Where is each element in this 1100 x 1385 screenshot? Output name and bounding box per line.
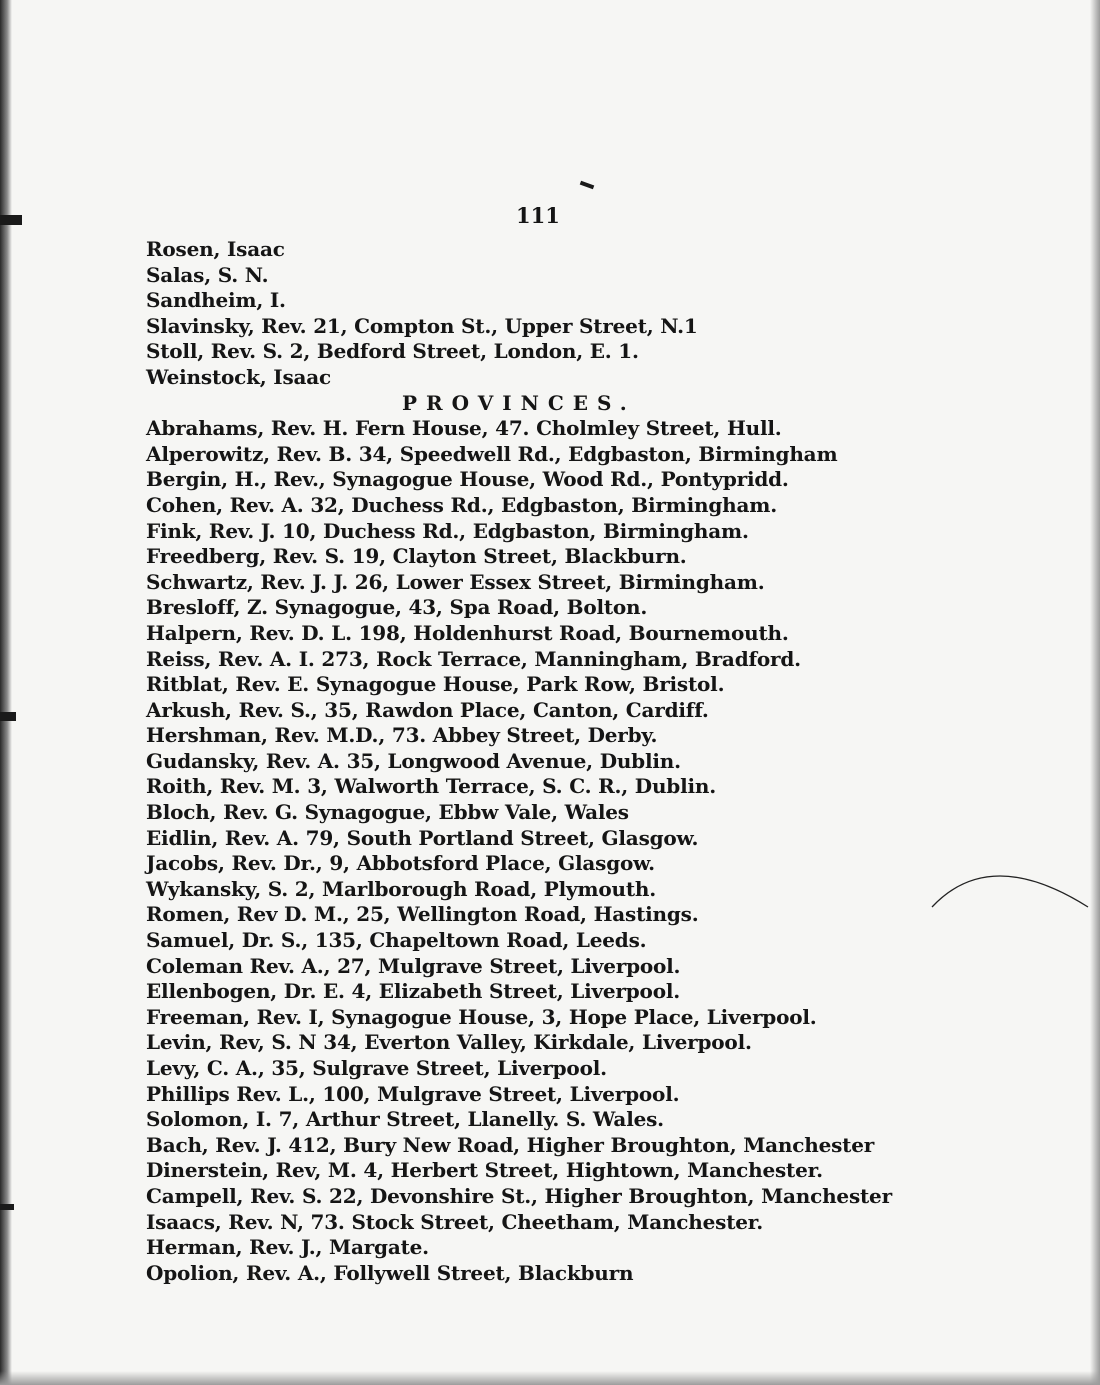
- list-item: Gudansky, Rev. A. 35, Longwood Avenue, Dublin.: [146, 748, 681, 773]
- list-item: Opolion, Rev. A., Follywell Street, Blackburn: [146, 1260, 634, 1285]
- scan-edge-left: [0, 0, 12, 1385]
- list-item: Levy, C. A., 35, Sulgrave Street, Liverpool.: [146, 1056, 607, 1080]
- list-item: Jacobs, Rev. Dr., 9, Abbotsford Place, Glasgow.: [146, 851, 655, 876]
- list-item: Bresloff, Z. Synagogue, 43, Spa Road, Bolton.: [146, 595, 648, 620]
- list-item: Samuel, Dr. S., 135, Chapeltown Road, Leeds.: [146, 928, 647, 953]
- list-item: Ellenbogen, Dr. E. 4, Elizabeth Street, Liverpool.: [146, 979, 680, 1004]
- list-item: Weinstock, Isaac: [146, 364, 332, 389]
- list-item: Romen, Rev D. M., 25, Wellington Road, Hastings.: [146, 902, 699, 927]
- list-item: Roith, Rev. M. 3, Walworth Terrace, S. C. R., Dublin.: [146, 774, 716, 799]
- list-item: Solomon, I. 7, Arthur Street, Llanelly. S. Wales.: [146, 1107, 664, 1132]
- scan-speck: [0, 215, 22, 225]
- list-item: Freedberg, Rev. S. 19, Clayton Street, Blackburn.: [146, 544, 687, 569]
- scan-speck: [0, 1204, 14, 1210]
- list-item: Dinerstein, Rev, M. 4, Herbert Street, Hightown, Manchester.: [146, 1158, 823, 1183]
- list-item: Coleman Rev. A., 27, Mulgrave Street, Liverpool.: [146, 953, 681, 978]
- list-item: Stoll, Rev. S. 2, Bedford Street, London, E. 1.: [146, 339, 639, 364]
- scan-speck: [0, 712, 16, 721]
- list-item: Levin, Rev, S. N 34, Everton Valley, Kirkdale, Liverpool.: [146, 1030, 752, 1055]
- page-number: 111: [516, 203, 560, 228]
- list-item: Phillips Rev. L., 100, Mulgrave Street, Liverpool.: [146, 1081, 680, 1106]
- list-item: Reiss, Rev. A. I. 273, Rock Terrace, Manningham, Bradford.: [146, 646, 801, 671]
- list-item: Eidlin, Rev. A. 79, South Portland Street, Glasgow.: [146, 825, 699, 850]
- list-item: Cohen, Rev. A. 32, Duchess Rd., Edgbaston, Birmingham.: [146, 492, 777, 517]
- section-heading-provinces: PROVINCES.: [402, 390, 636, 415]
- list-item: Freeman, Rev. I, Synagogue House, 3, Hope Place, Liverpool.: [146, 1004, 817, 1029]
- scan-edge-bottom: [0, 1371, 1100, 1385]
- list-item: Bergin, H., Rev., Synagogue House, Wood Rd., Pontypridd.: [146, 467, 789, 492]
- list-item: Bloch, Rev. G. Synagogue, Ebbw Vale, Wales: [146, 800, 629, 825]
- directory-entries: [146, 237, 1086, 1286]
- list-item: Campell, Rev. S. 22, Devonshire St., Higher Broughton, Manchester: [146, 1183, 892, 1208]
- scan-speck: [580, 181, 595, 190]
- scan-edge-right: [1090, 0, 1100, 1385]
- list-item: Rosen, Isaac: [146, 237, 285, 261]
- list-item: Isaacs, Rev. N, 73. Stock Street, Cheetham, Manchester.: [146, 1209, 764, 1234]
- list-item: Wykansky, S. 2, Marlborough Road, Plymouth.: [146, 876, 656, 901]
- list-item: Fink, Rev. J. 10, Duchess Rd., Edgbaston, Birmingham.: [146, 518, 749, 543]
- list-item: Abrahams, Rev. H. Fern House, 47. Cholmley Street, Hull.: [146, 416, 782, 441]
- list-item: Salas, S. N.: [146, 262, 269, 287]
- list-item: Bach, Rev. J. 412, Bury New Road, Higher Broughton, Manchester: [146, 1132, 875, 1157]
- list-item: Arkush, Rev. S., 35, Rawdon Place, Canton, Cardiff.: [146, 697, 709, 722]
- list-item: Herman, Rev. J., Margate.: [146, 1235, 429, 1260]
- list-item: Schwartz, Rev. J. J. 26, Lower Essex Street, Birmingham.: [146, 569, 765, 594]
- list-item: Halpern, Rev. D. L. 198, Holdenhurst Road, Bournemouth.: [146, 620, 789, 645]
- list-item: Ritblat, Rev. E. Synagogue House, Park Row, Bristol.: [146, 672, 725, 697]
- list-item: Hershman, Rev. M.D., 73. Abbey Street, Derby.: [146, 723, 658, 748]
- list-item: Sandheim, I.: [146, 288, 286, 313]
- list-item: Slavinsky, Rev. 21, Compton St., Upper Street, N.1: [146, 313, 698, 338]
- list-item: Alperowitz, Rev. B. 34, Speedwell Rd., Edgbaston, Birmingham: [146, 441, 838, 466]
